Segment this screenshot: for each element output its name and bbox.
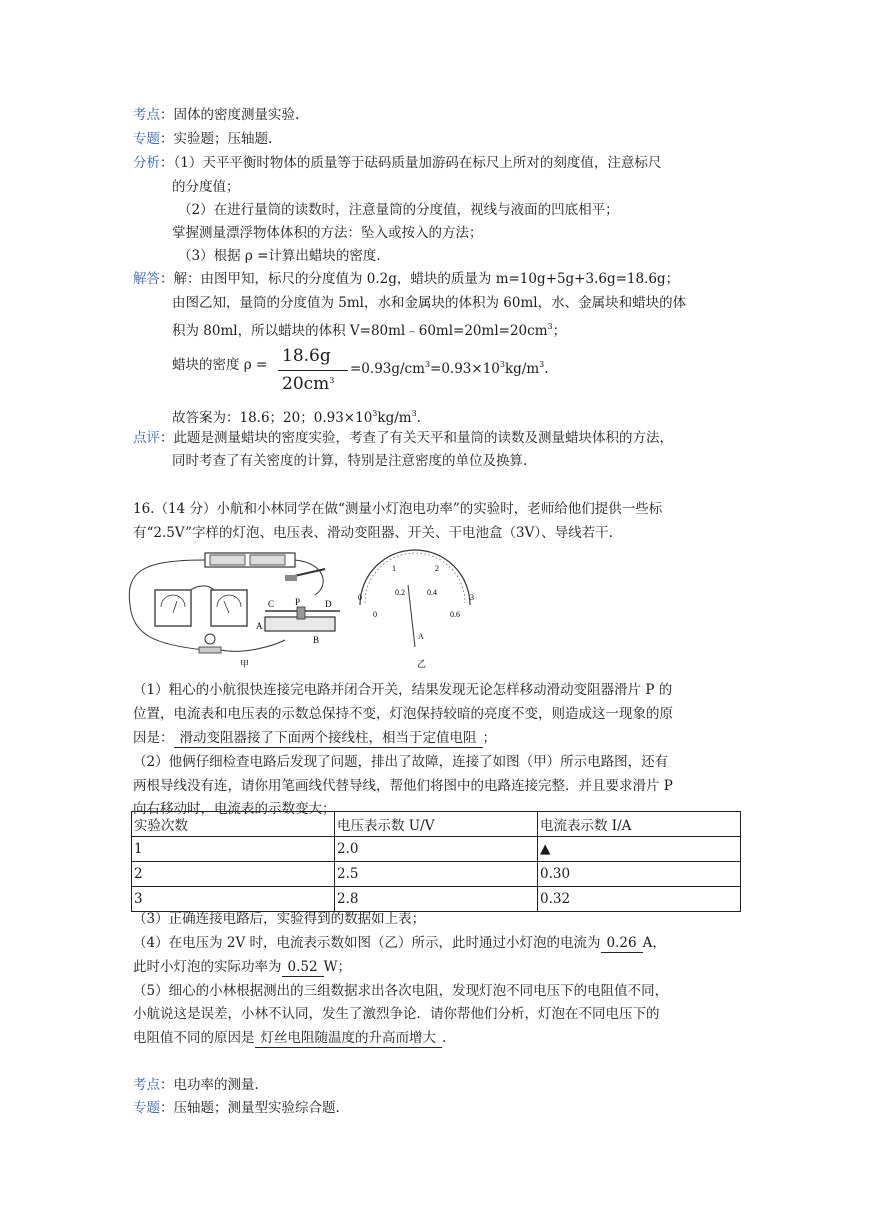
- jieda-line-2: 由图乙知，量筒的分度值为 5ml，水和金属块的体积为 60ml，水、金属块和蜡块的体: [172, 295, 687, 311]
- zhuanti-tag: 专题: [133, 131, 160, 147]
- table-cell: 0.32: [538, 887, 741, 912]
- zhuanti-line: [133, 130, 272, 148]
- figure-label-jia: 甲: [240, 660, 250, 670]
- superscript: 3: [499, 360, 505, 369]
- superscript: 3: [539, 360, 545, 369]
- bulb-base-icon: [199, 647, 221, 653]
- p4-answer-current: 0.26: [601, 934, 643, 953]
- table-row: [132, 862, 741, 887]
- label-c: C: [268, 599, 275, 609]
- bulb-icon: [205, 634, 215, 644]
- rheostat-slider-icon: [297, 607, 305, 619]
- fenxi-line-4: 掌握测量漂浮物体体积的方法：坠入或按入的方法；: [172, 225, 483, 241]
- fenxi-tag: 分析: [133, 155, 160, 171]
- zhuanti-text: ：实验题；压轴题.: [160, 131, 273, 147]
- table-cell: 1: [132, 837, 335, 862]
- dial-bottom-2: 0.4: [427, 588, 437, 597]
- p1-answer: 滑动变阻器接了下面两个接线柱，相当于定值电阻: [174, 729, 483, 748]
- p4-prefix-2: 此时小灯泡的实际功率为: [133, 959, 282, 975]
- p2-line-1: （2）他俩仔细检查电路后发现了问题，排出了故障，连接了如图（甲）所示电路图，还有: [133, 754, 669, 770]
- fraction-numerator: 18.6g: [282, 346, 331, 366]
- wire: [295, 560, 323, 595]
- table-cell: 2.0: [335, 837, 538, 862]
- label-b: B: [313, 635, 320, 645]
- dial-ticks: [365, 553, 465, 603]
- superscript: 3: [547, 322, 553, 331]
- kaodian-text: ：固体的密度测量实验.: [160, 107, 300, 123]
- dial-unit-label: A: [418, 632, 424, 641]
- jieda-text-1: ：解：由图甲知，标尺的分度值为 0.2g，蜡块的质量为 m=10g+5g+3.6g=18.6g；: [160, 271, 680, 287]
- punctuation: .: [442, 1030, 447, 1046]
- jieda-text-3: 积为 80ml，所以蜡块的体积 V=80ml﹣60ml=20ml=20cm: [172, 323, 548, 339]
- p3-line: （3）正确连接电路后，实验得到的数据如上表；: [133, 911, 426, 927]
- denominator-text: 20cm: [282, 374, 330, 394]
- p5-line-3: [133, 1029, 446, 1048]
- fenxi-line-5: （3）根据 ρ =计算出蜡块的密度.: [178, 248, 381, 264]
- answer-part: 故答案为：18.6；20；0.93×10: [172, 410, 373, 426]
- q16-line-2: 有“2.5V”字样的灯泡、电压表、滑动变阻器、开关、干电池盒（3V）、导线若干.: [133, 525, 613, 541]
- p4-line-1: [133, 934, 666, 953]
- dianping-text-1: ：此题是测量蜡块的密度实验，考查了有关天平和量筒的读数及测量蜡块体积的方法，: [160, 430, 673, 446]
- punctuation: ；: [482, 730, 496, 746]
- kaodian-tag: 考点: [133, 1077, 160, 1093]
- dial-bottom-0: 0: [373, 610, 377, 619]
- zhuanti-text: ：压轴题；测量型实验综合题.: [160, 1100, 340, 1116]
- fenxi-line-3: （2）在进行量筒的读数时，注意量筒的分度值，视线与液面的凹底相平；: [178, 202, 619, 218]
- dial-top-1: 1: [392, 564, 396, 573]
- table-header-row: [132, 812, 741, 837]
- punctuation: ；: [552, 323, 567, 339]
- fraction-bar: [278, 370, 348, 371]
- dianping-line-1: [133, 429, 673, 447]
- density-result: [350, 356, 549, 378]
- superscript: 3: [372, 409, 378, 418]
- table-cell: 2.8: [335, 887, 538, 912]
- table-cell: ▲: [538, 837, 741, 862]
- dianping-tag: 点评: [133, 430, 160, 446]
- fenxi-line-1: [133, 154, 661, 172]
- table-header: 电流表示数 I/A: [538, 812, 741, 837]
- result-part: =0.93g/cm: [350, 361, 425, 377]
- switch-base-icon: [285, 575, 297, 581]
- p1-line-2: 位置，电流表和电压表的示数总保持不变，灯泡保持较暗的亮度不变，则造成这一现象的原: [133, 706, 673, 722]
- table-cell: 0.30: [538, 862, 741, 887]
- answer-line: [172, 405, 421, 427]
- wire: [221, 640, 285, 651]
- jieda-line-3: [172, 318, 566, 340]
- table-cell: 2: [132, 862, 335, 887]
- voltmeter-icon: [211, 590, 247, 626]
- label-a: A: [256, 621, 263, 631]
- p1-line-3: [133, 729, 496, 748]
- p2-line-3: 向右移动时，电流表的示数变大；: [133, 801, 336, 817]
- dial-bottom-3: 0.6: [450, 610, 460, 619]
- table-header: 电压表示数 U/V: [335, 812, 538, 837]
- superscript: 3: [411, 409, 417, 418]
- superscript: 3: [329, 376, 335, 385]
- label-d: D: [325, 599, 332, 609]
- p2-line-2: 两根导线没有连，请你用笔画线代替导线，帮他们将图中的电路连接完整．并且要求滑片 P: [133, 778, 673, 794]
- dial-top-0: 0: [358, 593, 362, 602]
- data-table: [131, 811, 741, 912]
- zhuanti-line-2: [133, 1099, 340, 1117]
- result-part: .: [544, 361, 549, 377]
- dial-top-3: 3: [470, 593, 474, 602]
- p5-prefix: 电阻值不同的原因是: [133, 1030, 255, 1046]
- dianping-line-2: 同时考查了有关密度的计算，特别是注意密度的单位及换算.: [172, 453, 528, 469]
- superscript: 3: [424, 360, 431, 369]
- kaodian-line-2: [133, 1076, 259, 1094]
- result-part: kg/m: [505, 361, 540, 377]
- dial-arc: [360, 550, 470, 605]
- kaodian-text: ：电功率的测量.: [160, 1077, 259, 1093]
- table-header: 实验次数: [132, 812, 335, 837]
- p5-line-1: （5）细心的小林根据测出的三组数据求出各次电阻，发现灯泡不同电压下的电阻值不同，: [133, 983, 669, 999]
- unit: W；: [323, 959, 351, 975]
- p4-prefix: （4）在电压为 2V 时，电流表示数如图（乙）所示，此时通过小灯泡的电流为: [133, 935, 601, 951]
- p4-answer-power: 0.52: [282, 958, 324, 977]
- kaodian-tag: 考点: [133, 107, 160, 123]
- q16-line-1: 16.（14 分）小航和小林同学在做“测量小灯泡电功率”的实验时，老师给他们提供一些标: [133, 501, 663, 517]
- fenxi-line-2: 的分度值；: [172, 179, 240, 195]
- ammeter-icon: [155, 590, 191, 626]
- kaodian-line: [133, 106, 299, 124]
- answer-part: kg/m: [377, 410, 412, 426]
- unit: A，: [642, 935, 666, 951]
- p5-answer: 灯丝电阻随温度的升高而增大: [255, 1029, 443, 1048]
- fenxi-text-1: ：（1）天平平衡时物体的质量等于砝码质量加游码在标尺上所对的刻度值，注意标尺: [160, 155, 662, 171]
- p5-line-2: 小航说这是误差，小林不认同，发生了激烈争论．请你帮他们分析，灯泡在不同电压下的: [133, 1006, 660, 1022]
- battery-cell-icon: [250, 555, 285, 565]
- battery-cell-icon: [210, 555, 245, 565]
- zhuanti-tag: 专题: [133, 1100, 160, 1116]
- result-part: =0.93×10: [430, 361, 500, 377]
- circuit-figure: [125, 545, 495, 670]
- p4-line-2: [133, 958, 351, 977]
- table-row: [132, 887, 741, 912]
- p1-line-1: （1）粗心的小航很快连接完电路并闭合开关，结果发现无论怎样移动滑动变阻器滑片 P 的: [133, 682, 673, 698]
- jieda-tag: 解答: [133, 271, 160, 287]
- dial-top-2: 2: [435, 564, 439, 573]
- answer-part: .: [416, 410, 421, 426]
- table-cell: 3: [132, 887, 335, 912]
- fraction-denominator: [282, 374, 334, 394]
- jieda-line-1: [133, 270, 679, 288]
- p1-prefix: 因是：: [133, 730, 174, 746]
- dial-bottom-1: 0.2: [395, 588, 405, 597]
- density-label: 蜡块的密度 ρ =: [172, 357, 268, 373]
- table-cell: 2.5: [335, 862, 538, 887]
- label-p: P: [295, 597, 301, 607]
- figure-label-yi: 乙: [417, 660, 427, 670]
- table-row: [132, 837, 741, 862]
- dial-needle-icon: [408, 585, 415, 647]
